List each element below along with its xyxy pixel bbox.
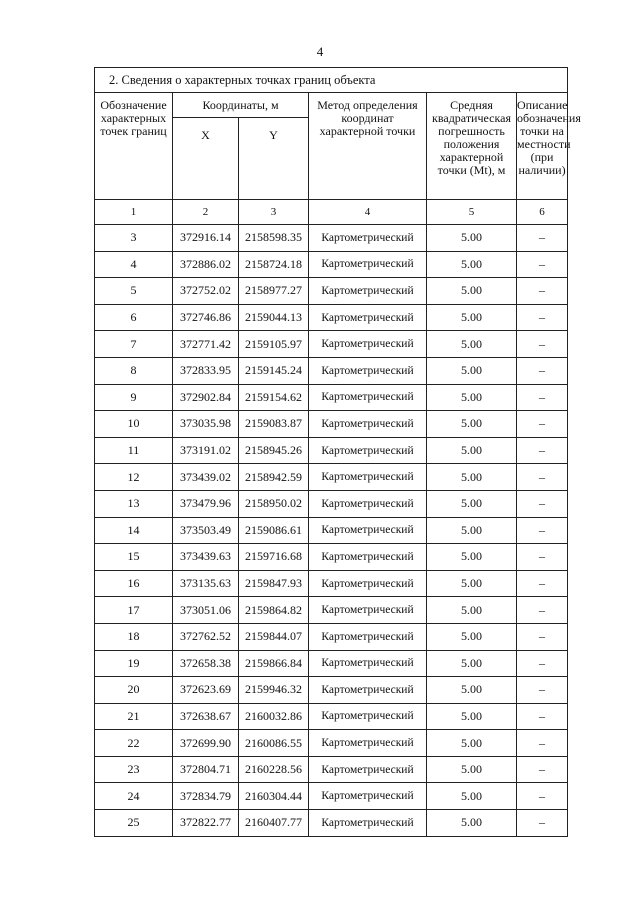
error-cell: 5.00 [427, 331, 517, 358]
description-cell: – [517, 464, 568, 491]
error-cell: 5.00 [427, 623, 517, 650]
description-cell: – [517, 570, 568, 597]
table-row [95, 544, 568, 571]
error-cell: 5.00 [427, 411, 517, 438]
column-number: 3 [239, 200, 309, 225]
method-cell: Картометрический [309, 357, 427, 384]
description-cell: – [517, 810, 568, 837]
y-cell: 2159844.07 [239, 623, 309, 650]
method-cell: Картометрический [309, 623, 427, 650]
point-cell: 20 [95, 677, 173, 704]
method-cell: Картометрический [309, 570, 427, 597]
x-cell: 372902.84 [173, 384, 239, 411]
x-cell: 372638.67 [173, 703, 239, 730]
description-cell: – [517, 357, 568, 384]
method-cell: Картометрический [309, 730, 427, 757]
table-row [95, 304, 568, 331]
error-cell: 5.00 [427, 490, 517, 517]
error-cell: 5.00 [427, 357, 517, 384]
y-cell: 2158945.26 [239, 437, 309, 464]
x-cell: 372699.90 [173, 730, 239, 757]
x-cell: 373503.49 [173, 517, 239, 544]
header-x: X [173, 118, 239, 200]
method-cell: Картометрический [309, 251, 427, 278]
y-cell: 2159847.93 [239, 570, 309, 597]
point-cell: 23 [95, 756, 173, 783]
y-cell: 2159044.13 [239, 304, 309, 331]
table-row [95, 331, 568, 358]
header-y: Y [239, 118, 309, 200]
y-cell: 2160228.56 [239, 756, 309, 783]
method-cell: Картометрический [309, 331, 427, 358]
y-cell: 2159716.68 [239, 544, 309, 571]
boundary-points-table [94, 67, 581, 837]
description-cell: – [517, 677, 568, 704]
x-cell: 373439.02 [173, 464, 239, 491]
point-cell: 25 [95, 810, 173, 837]
point-cell: 11 [95, 437, 173, 464]
column-number: 4 [309, 200, 427, 225]
table-row [95, 437, 568, 464]
table-row [95, 278, 568, 305]
column-number: 5 [427, 200, 517, 225]
description-cell: – [517, 278, 568, 305]
y-cell: 2158977.27 [239, 278, 309, 305]
point-cell: 16 [95, 570, 173, 597]
header-error: Средняя квадратическая погрешность положения характерной точки (Mt), м [427, 93, 517, 200]
header-designation: Обозначение характерных точек границ [95, 93, 173, 200]
column-number: 6 [517, 200, 568, 225]
header-coordinates: Координаты, м [173, 93, 309, 118]
x-cell: 372834.79 [173, 783, 239, 810]
error-cell: 5.00 [427, 810, 517, 837]
x-cell: 372916.14 [173, 225, 239, 252]
method-cell: Картометрический [309, 597, 427, 624]
description-cell: – [517, 251, 568, 278]
method-cell: Картометрический [309, 278, 427, 305]
point-cell: 4 [95, 251, 173, 278]
error-cell: 5.00 [427, 225, 517, 252]
table-row [95, 597, 568, 624]
error-cell: 5.00 [427, 544, 517, 571]
point-cell: 21 [95, 703, 173, 730]
description-cell: – [517, 490, 568, 517]
x-cell: 372886.02 [173, 251, 239, 278]
point-cell: 19 [95, 650, 173, 677]
description-cell: – [517, 544, 568, 571]
error-cell: 5.00 [427, 437, 517, 464]
table-row [95, 490, 568, 517]
point-cell: 14 [95, 517, 173, 544]
table-body [95, 225, 568, 837]
method-cell: Картометрический [309, 810, 427, 837]
description-cell: – [517, 623, 568, 650]
method-cell: Картометрический [309, 437, 427, 464]
description-cell: – [517, 730, 568, 757]
method-cell: Картометрический [309, 384, 427, 411]
header-row [95, 93, 568, 118]
point-cell: 3 [95, 225, 173, 252]
description-cell: – [517, 384, 568, 411]
x-cell: 372658.38 [173, 650, 239, 677]
x-cell: 373135.63 [173, 570, 239, 597]
x-cell: 372746.86 [173, 304, 239, 331]
method-cell: Картометрический [309, 703, 427, 730]
method-cell: Картометрический [309, 517, 427, 544]
x-cell: 372771.42 [173, 331, 239, 358]
table-row [95, 384, 568, 411]
y-cell: 2158724.18 [239, 251, 309, 278]
point-cell: 6 [95, 304, 173, 331]
description-cell: – [517, 331, 568, 358]
y-cell: 2159145.24 [239, 357, 309, 384]
description-cell: – [517, 304, 568, 331]
method-cell: Картометрический [309, 783, 427, 810]
error-cell: 5.00 [427, 278, 517, 305]
point-cell: 18 [95, 623, 173, 650]
table-row [95, 703, 568, 730]
table-row [95, 677, 568, 704]
error-cell: 5.00 [427, 384, 517, 411]
method-cell: Картометрический [309, 411, 427, 438]
method-cell: Картометрический [309, 464, 427, 491]
method-cell: Картометрический [309, 225, 427, 252]
table-row [95, 756, 568, 783]
error-cell: 5.00 [427, 730, 517, 757]
error-cell: 5.00 [427, 703, 517, 730]
x-cell: 372833.95 [173, 357, 239, 384]
error-cell: 5.00 [427, 464, 517, 491]
y-cell: 2160032.86 [239, 703, 309, 730]
error-cell: 5.00 [427, 650, 517, 677]
header-description: Описание обозначения точки на местности (при наличии) [517, 93, 568, 200]
column-number: 2 [173, 200, 239, 225]
description-cell: – [517, 597, 568, 624]
point-cell: 8 [95, 357, 173, 384]
table-row [95, 357, 568, 384]
table-row [95, 783, 568, 810]
point-cell: 10 [95, 411, 173, 438]
x-cell: 373051.06 [173, 597, 239, 624]
method-cell: Картометрический [309, 304, 427, 331]
point-cell: 12 [95, 464, 173, 491]
y-cell: 2158598.35 [239, 225, 309, 252]
x-cell: 372822.77 [173, 810, 239, 837]
description-cell: – [517, 517, 568, 544]
y-cell: 2159864.82 [239, 597, 309, 624]
column-numbers-row [95, 200, 568, 225]
section-title-row [95, 68, 568, 93]
x-cell: 372752.02 [173, 278, 239, 305]
y-cell: 2160086.55 [239, 730, 309, 757]
point-cell: 24 [95, 783, 173, 810]
table-row [95, 251, 568, 278]
y-cell: 2159086.61 [239, 517, 309, 544]
point-cell: 13 [95, 490, 173, 517]
section-title: 2. Сведения о характерных точках границ объекта [95, 68, 568, 93]
description-cell: – [517, 756, 568, 783]
header-method: Метод определения координат характерной точки [309, 93, 427, 200]
x-cell: 373035.98 [173, 411, 239, 438]
page-number: 4 [316, 44, 324, 59]
y-cell: 2159946.32 [239, 677, 309, 704]
error-cell: 5.00 [427, 517, 517, 544]
table-row [95, 225, 568, 252]
x-cell: 373191.02 [173, 437, 239, 464]
method-cell: Картометрический [309, 490, 427, 517]
y-cell: 2158950.02 [239, 490, 309, 517]
error-cell: 5.00 [427, 756, 517, 783]
error-cell: 5.00 [427, 251, 517, 278]
point-cell: 5 [95, 278, 173, 305]
y-cell: 2160304.44 [239, 783, 309, 810]
table-row [95, 464, 568, 491]
description-cell: – [517, 703, 568, 730]
x-cell: 372804.71 [173, 756, 239, 783]
y-cell: 2159866.84 [239, 650, 309, 677]
column-number: 1 [95, 200, 173, 225]
error-cell: 5.00 [427, 304, 517, 331]
table-row [95, 570, 568, 597]
method-cell: Картометрический [309, 677, 427, 704]
table-row [95, 730, 568, 757]
description-cell: – [517, 225, 568, 252]
error-cell: 5.00 [427, 570, 517, 597]
table-row [95, 810, 568, 837]
x-cell: 373479.96 [173, 490, 239, 517]
y-cell: 2160407.77 [239, 810, 309, 837]
table-row [95, 623, 568, 650]
description-cell: – [517, 411, 568, 438]
table-row [95, 517, 568, 544]
method-cell: Картометрический [309, 756, 427, 783]
y-cell: 2159154.62 [239, 384, 309, 411]
error-cell: 5.00 [427, 677, 517, 704]
point-cell: 9 [95, 384, 173, 411]
table-row [95, 411, 568, 438]
point-cell: 22 [95, 730, 173, 757]
x-cell: 372623.69 [173, 677, 239, 704]
method-cell: Картометрический [309, 650, 427, 677]
error-cell: 5.00 [427, 783, 517, 810]
point-cell: 15 [95, 544, 173, 571]
description-cell: – [517, 783, 568, 810]
table-row [95, 650, 568, 677]
method-cell: Картометрический [309, 544, 427, 571]
description-cell: – [517, 650, 568, 677]
description-cell: – [517, 437, 568, 464]
x-cell: 373439.63 [173, 544, 239, 571]
y-cell: 2158942.59 [239, 464, 309, 491]
y-cell: 2159105.97 [239, 331, 309, 358]
x-cell: 372762.52 [173, 623, 239, 650]
point-cell: 17 [95, 597, 173, 624]
error-cell: 5.00 [427, 597, 517, 624]
point-cell: 7 [95, 331, 173, 358]
y-cell: 2159083.87 [239, 411, 309, 438]
